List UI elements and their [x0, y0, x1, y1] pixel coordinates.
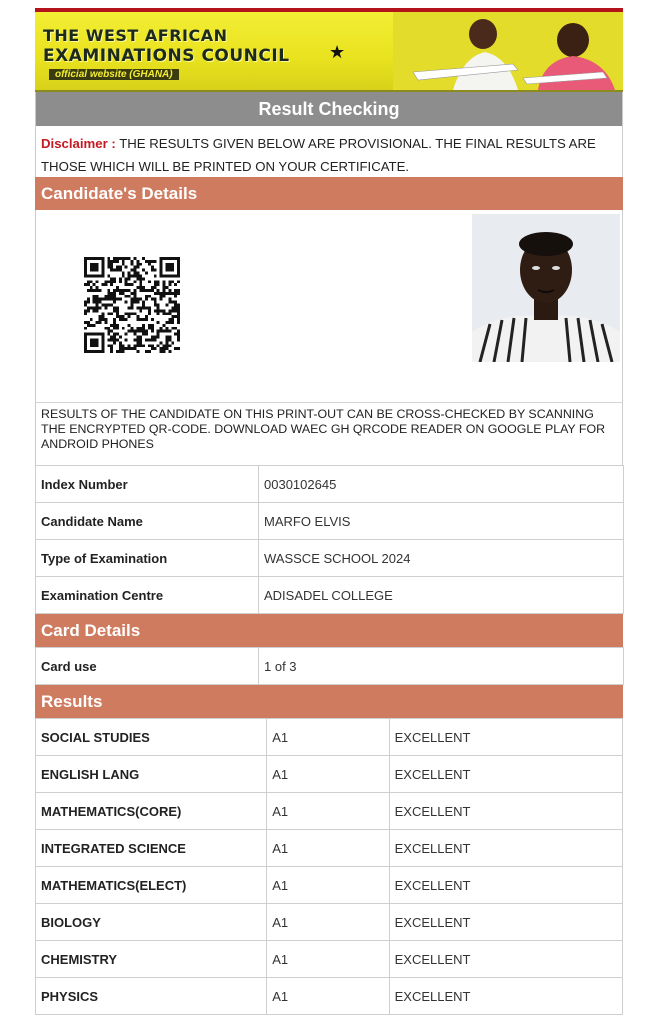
- card-details-table: [35, 647, 624, 685]
- subject-cell: BIOLOGY: [36, 904, 267, 941]
- table-row: [36, 867, 623, 904]
- candidate-media: [35, 210, 623, 403]
- table-row: [36, 830, 623, 867]
- index-number-label: Index Number: [36, 466, 259, 503]
- banner-title-line2: EXAMINATIONS COUNCIL: [43, 46, 290, 66]
- subject-cell: INTEGRATED SCIENCE: [36, 830, 267, 867]
- subject-cell: MATHEMATICS(ELECT): [36, 867, 267, 904]
- grade-cell: A1: [267, 978, 389, 1015]
- section-results: Results: [35, 685, 623, 718]
- section-card-details: Card Details: [35, 614, 623, 647]
- grade-cell: A1: [267, 941, 389, 978]
- subject-cell: ENGLISH LANG: [36, 756, 267, 793]
- card-use-label: Card use: [36, 648, 259, 685]
- grade-cell: A1: [267, 756, 389, 793]
- remark-cell: EXCELLENT: [389, 719, 622, 756]
- table-row: [36, 904, 623, 941]
- table-row: [36, 577, 624, 614]
- remark-cell: EXCELLENT: [389, 904, 622, 941]
- remark-cell: EXCELLENT: [389, 941, 622, 978]
- students-illustration: [393, 12, 623, 90]
- table-row: [36, 719, 623, 756]
- disclaimer: [35, 126, 623, 177]
- table-row: [36, 756, 623, 793]
- remark-cell: EXCELLENT: [389, 830, 622, 867]
- candidate-details-table: [35, 465, 624, 614]
- banner-title-line1: THE WEST AFRICAN: [43, 26, 228, 45]
- exam-centre-value: ADISADEL COLLEGE: [259, 577, 624, 614]
- table-row: [36, 978, 623, 1015]
- grade-cell: A1: [267, 719, 389, 756]
- section-candidate-details: Candidate's Details: [35, 177, 623, 210]
- table-row: [36, 648, 624, 685]
- candidate-name-label: Candidate Name: [36, 503, 259, 540]
- candidate-photo: [472, 214, 620, 362]
- subject-cell: SOCIAL STUDIES: [36, 719, 267, 756]
- table-row: [36, 540, 624, 577]
- table-row: [36, 941, 623, 978]
- remark-cell: EXCELLENT: [389, 867, 622, 904]
- grade-cell: A1: [267, 904, 389, 941]
- disclaimer-label: Disclaimer :: [41, 136, 116, 151]
- table-row: [36, 466, 624, 503]
- subject-cell: PHYSICS: [36, 978, 267, 1015]
- banner-subtitle: official website (GHANA): [49, 69, 179, 80]
- result-page: [35, 8, 623, 1015]
- index-number-value: 0030102645: [259, 466, 624, 503]
- results-table: [35, 718, 623, 1015]
- black-star-icon: ★: [329, 42, 346, 62]
- subject-cell: MATHEMATICS(CORE): [36, 793, 267, 830]
- table-row: [36, 503, 624, 540]
- exam-type-value: WASSCE SCHOOL 2024: [259, 540, 624, 577]
- table-row: [36, 793, 623, 830]
- remark-cell: EXCELLENT: [389, 793, 622, 830]
- subject-cell: CHEMISTRY: [36, 941, 267, 978]
- page-title: Result Checking: [35, 92, 623, 126]
- remark-cell: EXCELLENT: [389, 978, 622, 1015]
- card-use-value: 1 of 3: [259, 648, 624, 685]
- exam-centre-label: Examination Centre: [36, 577, 259, 614]
- qr-code-icon: [84, 257, 180, 353]
- grade-cell: A1: [267, 830, 389, 867]
- disclaimer-text: THE RESULTS GIVEN BELOW ARE PROVISIONAL. THE FINAL RESULTS ARE THOSE WHICH WILL BE PRINTED ON YOUR CERTIFICATE.: [41, 136, 596, 174]
- grade-cell: A1: [267, 867, 389, 904]
- qr-cross-check-note: RESULTS OF THE CANDIDATE ON THIS PRINT-OUT CAN BE CROSS-CHECKED BY SCANNING THE ENCRYPTED QR-CODE. DOWNLOAD WAEC GH QRCODE READER ON GOOGLE PLAY FOR ANDROID PHONES: [35, 403, 623, 465]
- exam-type-label: Type of Examination: [36, 540, 259, 577]
- waec-banner: [35, 12, 623, 92]
- candidate-name-value: MARFO ELVIS: [259, 503, 624, 540]
- grade-cell: A1: [267, 793, 389, 830]
- remark-cell: EXCELLENT: [389, 756, 622, 793]
